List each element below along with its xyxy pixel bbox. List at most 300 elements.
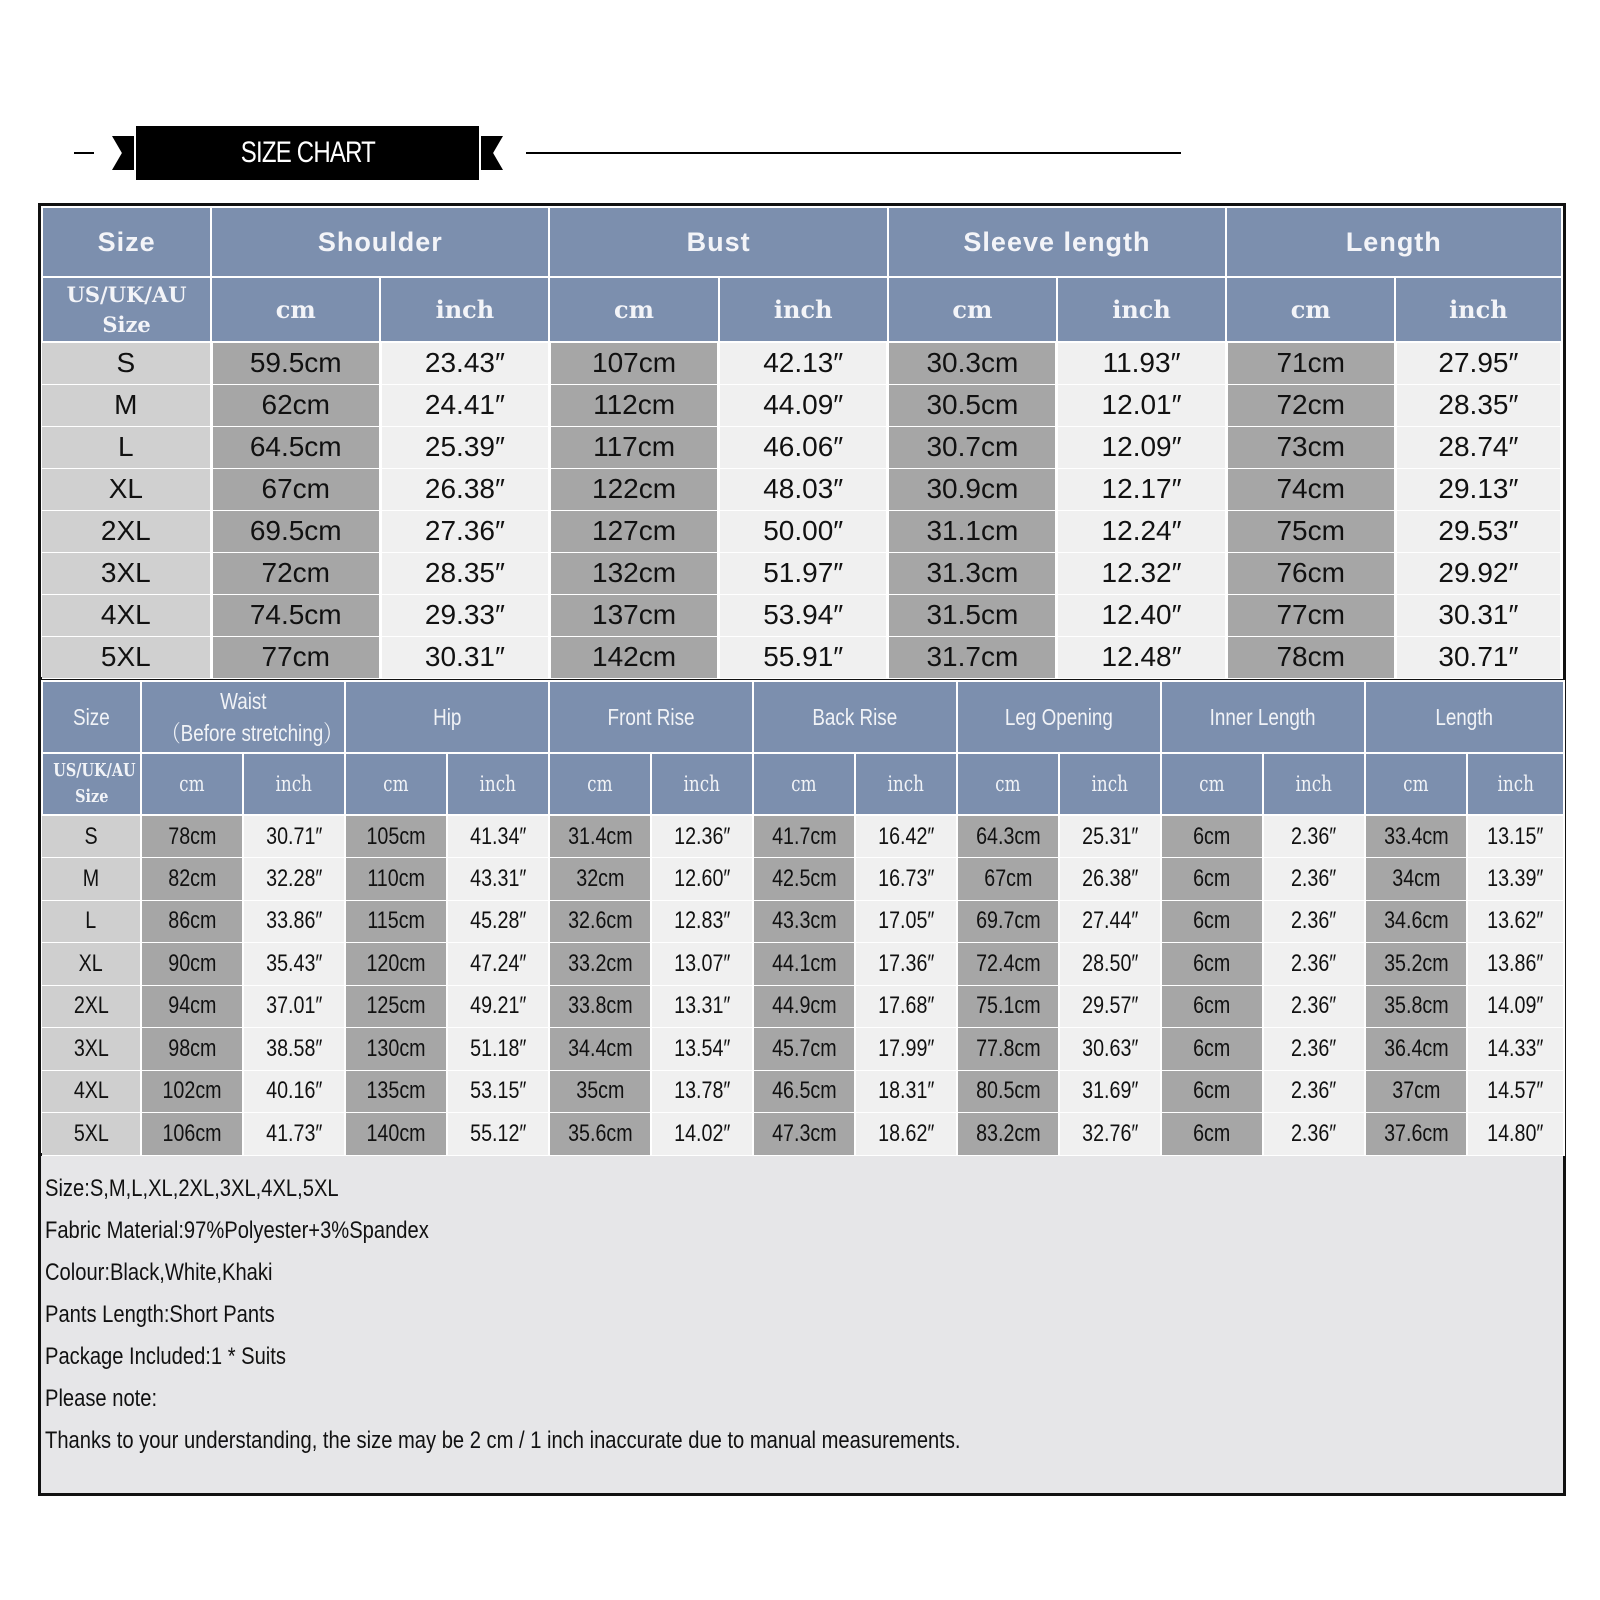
size-cell xyxy=(42,815,141,858)
cell-text: 125cm xyxy=(366,992,426,1020)
cell-text: 6cm xyxy=(1193,992,1231,1020)
inch-value-cell xyxy=(447,858,549,901)
cell-text: 30.71″ xyxy=(265,822,323,850)
cm-value-cell xyxy=(753,1113,855,1156)
cell-text: 102cm xyxy=(162,1077,222,1105)
inch-value-cell: 55.91″ xyxy=(719,636,888,678)
inch-value-cell xyxy=(447,900,549,943)
cm-value-cell xyxy=(345,1070,447,1113)
cell-text: 17.05″ xyxy=(877,907,935,935)
cm-value-cell xyxy=(1365,815,1467,858)
cm-value-cell: 72cm xyxy=(1226,384,1395,426)
table-row xyxy=(42,426,1562,468)
cm-value-cell xyxy=(957,900,1059,943)
inch-value-cell: 30.71″ xyxy=(1395,636,1561,678)
cell-text: 55.12″ xyxy=(469,1119,527,1147)
cell-text: 140cm xyxy=(366,1119,426,1147)
cell-text: 14.02″ xyxy=(673,1119,731,1147)
unit-inch-text: inch xyxy=(479,772,517,796)
cell-text: 2.36″ xyxy=(1291,907,1337,935)
inch-value-cell xyxy=(855,815,957,858)
cell-text: 12.83″ xyxy=(673,907,731,935)
inch-value-cell: 25.39″ xyxy=(380,426,549,468)
inch-value-cell xyxy=(651,1028,753,1071)
inch-value-cell: 53.94″ xyxy=(719,594,888,636)
inner-length-header-text: Inner Length xyxy=(1210,703,1317,730)
size-region-line-2: Size xyxy=(102,311,151,337)
unit-inch: inch xyxy=(1395,277,1561,342)
inch-value-cell: 23.43″ xyxy=(380,342,549,384)
cm-value-cell: 31.3cm xyxy=(888,552,1057,594)
inch-value-cell xyxy=(1263,900,1365,943)
cm-value-cell: 30.5cm xyxy=(888,384,1057,426)
inch-value-cell: 42.13″ xyxy=(719,342,888,384)
cell-text: 32cm xyxy=(575,864,625,892)
unit-cm-text: cm xyxy=(1199,772,1225,796)
cell-text: 25.31″ xyxy=(1081,822,1139,850)
cell-text: 18.31″ xyxy=(877,1077,935,1105)
size-cell xyxy=(42,943,141,986)
unit-inch-text: inch xyxy=(1091,772,1129,796)
cell-text: 135cm xyxy=(366,1077,426,1105)
banner-rule xyxy=(526,152,1181,154)
inch-value-cell xyxy=(243,858,345,901)
cm-value-cell xyxy=(345,985,447,1028)
cell-text: 17.36″ xyxy=(877,949,935,977)
unit-inch-text: inch xyxy=(275,772,313,796)
cell-text: 35cm xyxy=(575,1077,625,1105)
inch-value-cell xyxy=(447,1113,549,1156)
cell-text: 32.28″ xyxy=(265,864,323,892)
cell-text: 35.6cm xyxy=(567,1119,633,1147)
cell-text: 6cm xyxy=(1193,1077,1231,1105)
unit-cm xyxy=(957,753,1059,815)
cell-text: 72.4cm xyxy=(975,949,1041,977)
table-row xyxy=(42,858,1564,901)
cell-text: 33.2cm xyxy=(567,949,633,977)
ribbon xyxy=(136,126,479,180)
cm-value-cell xyxy=(1161,858,1263,901)
cell-text: 14.57″ xyxy=(1487,1077,1544,1105)
cell-text: 34.6cm xyxy=(1383,907,1449,935)
size-cell: M xyxy=(42,384,211,426)
inch-value-cell xyxy=(651,943,753,986)
unit-cm-text: cm xyxy=(995,772,1021,796)
cell-text: 45.28″ xyxy=(469,907,527,935)
inch-value-cell: 29.33″ xyxy=(380,594,549,636)
table-row xyxy=(42,594,1562,636)
cell-text: 98cm xyxy=(167,1034,217,1062)
cell-text: 77.8cm xyxy=(975,1034,1041,1062)
cm-value-cell xyxy=(753,1028,855,1071)
cm-value-cell: 71cm xyxy=(1226,342,1395,384)
cell-text: 83.2cm xyxy=(975,1119,1041,1147)
cell-text: 82cm xyxy=(167,864,217,892)
note-colour: Colour:Black,White,Khaki xyxy=(45,1259,273,1286)
cell-text: 4XL xyxy=(73,1077,109,1105)
cell-text: L xyxy=(85,907,97,935)
inch-value-cell xyxy=(1467,985,1564,1028)
cell-text: 115cm xyxy=(367,907,425,935)
cell-text: 33.86″ xyxy=(265,907,323,935)
cm-value-cell xyxy=(1161,815,1263,858)
unit-inch xyxy=(447,753,549,815)
size-header: Size xyxy=(42,207,211,277)
cell-text: 106cm xyxy=(162,1119,222,1147)
size-cell: 4XL xyxy=(42,594,211,636)
cm-value-cell xyxy=(345,943,447,986)
inch-value-cell xyxy=(1059,900,1161,943)
table-row xyxy=(42,468,1562,510)
cell-text: 34cm xyxy=(1392,864,1441,892)
cm-value-cell xyxy=(549,943,651,986)
cell-text: 13.07″ xyxy=(673,949,731,977)
cell-text: 5XL xyxy=(73,1119,109,1147)
cm-value-cell xyxy=(753,1070,855,1113)
inch-value-cell xyxy=(1263,858,1365,901)
size-cell: S xyxy=(42,342,211,384)
cell-text: 75.1cm xyxy=(975,992,1041,1020)
unit-cm: cm xyxy=(211,277,380,342)
inch-value-cell: 48.03″ xyxy=(719,468,888,510)
table-row xyxy=(42,384,1562,426)
cm-value-cell xyxy=(957,1070,1059,1113)
inch-value-cell: 28.35″ xyxy=(380,552,549,594)
product-notes xyxy=(38,1156,1566,1496)
cm-value-cell: 74.5cm xyxy=(211,594,380,636)
size-cell: 3XL xyxy=(42,552,211,594)
cell-text: XL xyxy=(78,949,104,977)
cell-text: 17.68″ xyxy=(877,992,935,1020)
size-region-line-1: US/UK/AU xyxy=(53,760,136,781)
cm-value-cell xyxy=(345,900,447,943)
cm-value-cell: 64.5cm xyxy=(211,426,380,468)
cm-value-cell: 69.5cm xyxy=(211,510,380,552)
cm-value-cell: 127cm xyxy=(549,510,718,552)
cm-value-cell xyxy=(345,1113,447,1156)
size-cell xyxy=(42,1113,141,1156)
cm-value-cell xyxy=(141,1113,243,1156)
inch-value-cell xyxy=(651,985,753,1028)
cm-value-cell xyxy=(549,815,651,858)
cm-value-cell xyxy=(753,900,855,943)
cell-text: 27.44″ xyxy=(1081,907,1139,935)
unit-inch: inch xyxy=(1057,277,1226,342)
cm-value-cell xyxy=(549,1028,651,1071)
table-row xyxy=(42,552,1562,594)
inch-value-cell: 46.06″ xyxy=(719,426,888,468)
cm-value-cell: 31.1cm xyxy=(888,510,1057,552)
cell-text: 120cm xyxy=(366,949,426,977)
cell-text: 14.09″ xyxy=(1487,992,1544,1020)
inch-value-cell xyxy=(447,1070,549,1113)
unit-cm xyxy=(753,753,855,815)
cell-text: 2.36″ xyxy=(1291,1077,1337,1105)
inch-value-cell xyxy=(447,943,549,986)
inch-value-cell xyxy=(855,1028,957,1071)
inch-value-cell xyxy=(1059,1070,1161,1113)
cm-value-cell xyxy=(957,858,1059,901)
inch-value-cell xyxy=(243,900,345,943)
shoulder-header: Shoulder xyxy=(211,207,549,277)
inch-value-cell xyxy=(1467,815,1564,858)
cm-value-cell xyxy=(753,815,855,858)
cm-value-cell xyxy=(1365,943,1467,986)
table-row xyxy=(42,1028,1564,1071)
unit-inch: inch xyxy=(719,277,888,342)
inch-value-cell xyxy=(1467,1113,1564,1156)
cell-text: 41.7cm xyxy=(771,822,837,850)
cell-text: 80.5cm xyxy=(975,1077,1041,1105)
inch-value-cell: 12.01″ xyxy=(1057,384,1226,426)
cm-value-cell xyxy=(1161,1028,1263,1071)
cm-value-cell xyxy=(1365,1113,1467,1156)
inch-value-cell: 12.09″ xyxy=(1057,426,1226,468)
cell-text: 16.42″ xyxy=(877,822,935,850)
cm-value-cell: 31.5cm xyxy=(888,594,1057,636)
cm-value-cell: 122cm xyxy=(549,468,718,510)
cm-value-cell: 72cm xyxy=(211,552,380,594)
size-region-line-2: Size xyxy=(74,786,109,807)
inch-value-cell xyxy=(855,943,957,986)
cm-value-cell: 107cm xyxy=(549,342,718,384)
inch-value-cell xyxy=(855,1070,957,1113)
cell-text: S xyxy=(84,822,98,850)
cm-value-cell xyxy=(1365,858,1467,901)
cell-text: 37.6cm xyxy=(1383,1119,1449,1147)
inch-value-cell: 51.97″ xyxy=(719,552,888,594)
unit-cm xyxy=(1365,753,1467,815)
inch-value-cell: 27.36″ xyxy=(380,510,549,552)
back-rise-header xyxy=(753,681,957,753)
size-cell xyxy=(42,900,141,943)
inch-value-cell xyxy=(1263,985,1365,1028)
cell-text: 44.1cm xyxy=(771,949,837,977)
cell-text: 6cm xyxy=(1193,1034,1231,1062)
table-row xyxy=(42,985,1564,1028)
table-row xyxy=(42,510,1562,552)
cm-value-cell xyxy=(141,985,243,1028)
cm-value-cell xyxy=(753,858,855,901)
unit-inch: inch xyxy=(380,277,549,342)
unit-cm: cm xyxy=(888,277,1057,342)
cell-text: 30.63″ xyxy=(1081,1034,1139,1062)
cell-text: 6cm xyxy=(1193,822,1231,850)
inch-value-cell: 26.38″ xyxy=(380,468,549,510)
cell-text: 28.50″ xyxy=(1081,949,1139,977)
ribbon-tail-left xyxy=(112,136,134,170)
unit-inch xyxy=(651,753,753,815)
cm-value-cell xyxy=(957,985,1059,1028)
cell-text: 43.3cm xyxy=(771,907,837,935)
inch-value-cell xyxy=(651,858,753,901)
cell-text: 47.3cm xyxy=(771,1119,837,1147)
cell-text: 105cm xyxy=(366,822,426,850)
tops-header-row xyxy=(42,207,1562,277)
cell-text: 29.57″ xyxy=(1081,992,1139,1020)
inch-value-cell xyxy=(855,985,957,1028)
inch-value-cell xyxy=(1059,1028,1161,1071)
inch-value-cell: 12.17″ xyxy=(1057,468,1226,510)
cell-text: 33.8cm xyxy=(567,992,633,1020)
cm-value-cell: 31.7cm xyxy=(888,636,1057,678)
unit-inch xyxy=(1059,753,1161,815)
cell-text: 53.15″ xyxy=(469,1077,527,1105)
inch-value-cell xyxy=(651,815,753,858)
cell-text: 34.4cm xyxy=(567,1034,633,1062)
length-header-text: Length xyxy=(1435,703,1494,730)
note-please-note: Please note: xyxy=(45,1385,158,1412)
cm-value-cell xyxy=(1161,943,1263,986)
inch-value-cell xyxy=(243,943,345,986)
unit-inch-text: inch xyxy=(1295,772,1333,796)
cm-value-cell xyxy=(141,900,243,943)
inch-value-cell: 28.74″ xyxy=(1395,426,1561,468)
cm-value-cell: 76cm xyxy=(1226,552,1395,594)
cell-text: 90cm xyxy=(167,949,217,977)
unit-inch xyxy=(243,753,345,815)
front-rise-header-text: Front Rise xyxy=(607,703,695,730)
inch-value-cell xyxy=(447,985,549,1028)
size-header-text: Size xyxy=(73,703,110,730)
cell-text: 130cm xyxy=(366,1034,426,1062)
inch-value-cell xyxy=(243,815,345,858)
inch-value-cell xyxy=(1467,1070,1564,1113)
unit-inch xyxy=(1263,753,1365,815)
inner-length-header xyxy=(1161,681,1365,753)
hip-header xyxy=(345,681,549,753)
inch-value-cell: 29.92″ xyxy=(1395,552,1561,594)
cm-value-cell: 73cm xyxy=(1226,426,1395,468)
inch-value-cell xyxy=(243,1028,345,1071)
inch-value-cell: 29.53″ xyxy=(1395,510,1561,552)
size-cell xyxy=(42,985,141,1028)
inch-value-cell: 11.93″ xyxy=(1057,342,1226,384)
cell-text: 38.58″ xyxy=(265,1034,323,1062)
table-row xyxy=(42,1113,1564,1156)
cm-value-cell xyxy=(141,943,243,986)
inch-value-cell xyxy=(1467,1028,1564,1071)
cm-value-cell xyxy=(753,985,855,1028)
cell-text: 46.5cm xyxy=(771,1077,837,1105)
cell-text: 2.36″ xyxy=(1291,992,1337,1020)
size-region-line-1: US/UK/AU xyxy=(66,281,187,307)
cell-text: 51.18″ xyxy=(469,1034,527,1062)
cell-text: 32.6cm xyxy=(567,907,633,935)
cell-text: 12.60″ xyxy=(673,864,731,892)
cm-value-cell xyxy=(141,1070,243,1113)
cell-text: 35.43″ xyxy=(265,949,323,977)
inch-value-cell xyxy=(243,985,345,1028)
inch-value-cell xyxy=(1059,985,1161,1028)
inch-value-cell: 12.40″ xyxy=(1057,594,1226,636)
cm-value-cell: 74cm xyxy=(1226,468,1395,510)
size-region-label xyxy=(42,277,211,342)
cm-value-cell xyxy=(141,815,243,858)
size-cell: L xyxy=(42,426,211,468)
inch-value-cell xyxy=(651,1070,753,1113)
banner-title: SIZE CHART xyxy=(240,136,375,169)
cm-value-cell: 30.3cm xyxy=(888,342,1057,384)
bust-header: Bust xyxy=(549,207,887,277)
size-chart-banner xyxy=(0,118,1600,188)
table-row xyxy=(42,636,1562,678)
leg-opening-header xyxy=(957,681,1161,753)
cell-text: 78cm xyxy=(167,822,217,850)
cell-text: 3XL xyxy=(73,1034,109,1062)
cell-text: 64.3cm xyxy=(975,822,1041,850)
size-cell xyxy=(42,858,141,901)
cm-value-cell: 75cm xyxy=(1226,510,1395,552)
unit-cm: cm xyxy=(549,277,718,342)
cm-value-cell xyxy=(1161,1113,1263,1156)
note-disclaimer: Thanks to your understanding, the size may be 2 cm / 1 inch inaccurate due to manual measurements. xyxy=(45,1427,961,1454)
cell-text: 33.4cm xyxy=(1383,822,1449,850)
inch-value-cell xyxy=(1263,1113,1365,1156)
leg-opening-header-text: Leg Opening xyxy=(1005,703,1114,730)
cm-value-cell: 62cm xyxy=(211,384,380,426)
cell-text: 13.86″ xyxy=(1487,949,1544,977)
cm-value-cell xyxy=(549,1113,651,1156)
cell-text: 26.38″ xyxy=(1081,864,1139,892)
note-pants-length: Pants Length:Short Pants xyxy=(45,1301,275,1328)
unit-inch-text: inch xyxy=(1497,772,1534,796)
cm-value-cell xyxy=(549,985,651,1028)
inch-value-cell xyxy=(1467,943,1564,986)
size-header xyxy=(42,681,141,753)
unit-cm xyxy=(141,753,243,815)
table-row xyxy=(42,1070,1564,1113)
cell-text: 6cm xyxy=(1193,864,1231,892)
inch-value-cell xyxy=(447,1028,549,1071)
inch-value-cell: 12.48″ xyxy=(1057,636,1226,678)
size-cell: 5XL xyxy=(42,636,211,678)
inch-value-cell xyxy=(243,1070,345,1113)
cell-text: 69.7cm xyxy=(975,907,1041,935)
cm-value-cell: 77cm xyxy=(1226,594,1395,636)
length-header: Length xyxy=(1226,207,1561,277)
sleeve-length-header: Sleeve length xyxy=(888,207,1226,277)
note-package: Package Included:1 * Suits xyxy=(45,1343,286,1370)
unit-inch-text: inch xyxy=(683,772,721,796)
cell-text: 43.31″ xyxy=(469,864,527,892)
cell-text: 40.16″ xyxy=(265,1077,323,1105)
inch-value-cell xyxy=(651,1113,753,1156)
shorts-size-table xyxy=(38,680,1566,1156)
inch-value-cell: 44.09″ xyxy=(719,384,888,426)
inch-value-cell xyxy=(855,858,957,901)
cell-text: 6cm xyxy=(1193,949,1231,977)
inch-value-cell xyxy=(855,1113,957,1156)
cm-value-cell xyxy=(1365,900,1467,943)
cm-value-cell: 137cm xyxy=(549,594,718,636)
inch-value-cell xyxy=(447,815,549,858)
cell-text: 35.8cm xyxy=(1383,992,1449,1020)
cm-value-cell xyxy=(549,858,651,901)
cm-value-cell xyxy=(549,1070,651,1113)
unit-inch xyxy=(855,753,957,815)
inch-value-cell xyxy=(1263,1070,1365,1113)
cell-text: 110cm xyxy=(367,864,425,892)
inch-value-cell xyxy=(651,900,753,943)
inch-value-cell: 12.24″ xyxy=(1057,510,1226,552)
unit-inch xyxy=(1467,753,1564,815)
size-cell: 2XL xyxy=(42,510,211,552)
inch-value-cell xyxy=(1263,815,1365,858)
table-row xyxy=(42,900,1564,943)
cm-value-cell xyxy=(957,1028,1059,1071)
inch-value-cell: 27.95″ xyxy=(1395,342,1561,384)
